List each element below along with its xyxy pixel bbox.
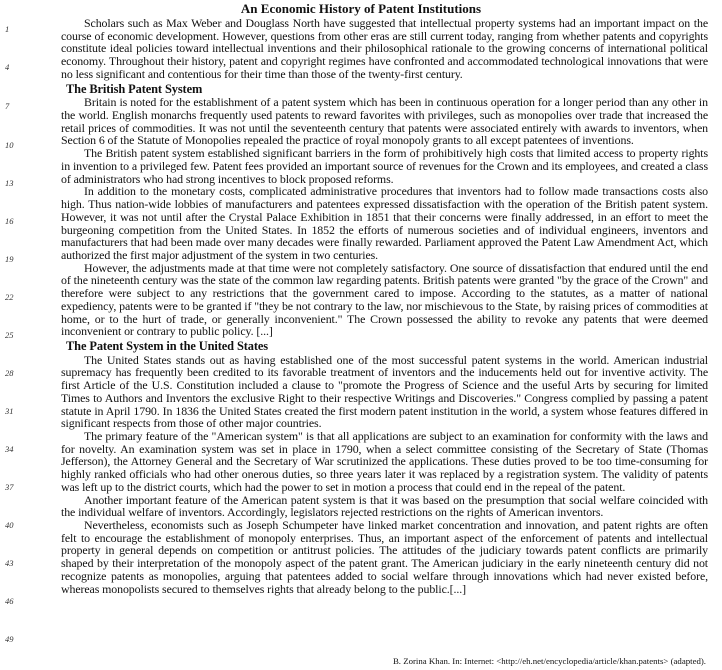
line-number: 16 — [5, 216, 14, 226]
line-number: 40 — [5, 520, 14, 530]
british-paragraph-2: The British patent system established significant barriers in the form of prohibitively high costs that limited access to property rights in invention to a privileged few. Patent fees provided an important source of revenues for the Crown and its employees, and created a class of administrators who had strong incentives to block proposed reforms. — [61, 146, 708, 186]
line-number: 19 — [5, 254, 14, 264]
us-paragraph-4: Nevertheless, economists such as Joseph Schumpeter have linked market concentration and innovation, and patent rights are often felt to encourage the establishment of monopoly enterprises. Thus, an important aspect of the enforcement of patents and intellectual property in general depends on competition or antitrust policies. The attitudes of the judiciary towards patent conflicts are primarily shaped by their interpretation of the monopoly aspect of the patent grant. The American judiciary in the early nineteenth century did not recognize patents as monopolies, arguing that patentees added to social welfare through innovations which had never existed before, whereas monopolists secured to themselves rights that already belong to the public.[...] — [61, 518, 708, 596]
line-number: 25 — [5, 330, 14, 340]
section-heading-us: The Patent System in the United States — [66, 338, 269, 353]
line-number: 22 — [5, 292, 14, 302]
article-body — [61, 17, 708, 595]
line-number: 10 — [5, 140, 14, 150]
line-number: 7 — [5, 101, 10, 111]
line-number: 37 — [5, 482, 14, 492]
section-heading-british: The British Patent System — [66, 81, 203, 96]
us-paragraph-2: The primary feature of the "American system" is that all applications are subject to an examination for conformity with the laws and for novelty. An examination system was set in place in 1790, when a select committee consisting of the Secretary of State (Thomas Jefferson), the Attorney General and the Secretary of War scrutinized the applications. These duties proved to be too time-consuming for highly ranked officials who had other onerous duties, so three years later it was replaced by a registration system. The validity of patents was left up to the district courts, which had the power to set in motion a process that could end in the repeal of the patent. — [61, 429, 708, 494]
line-number: 49 — [5, 634, 14, 644]
line-number: 4 — [5, 62, 10, 72]
british-paragraph-4: However, the adjustments made at that time were not completely satisfactory. One source of dissatisfaction that endured until the end of the nineteenth century was the state of the common law regarding patents. British patents were granted "by the grace of the Crown" and therefore were subject to any restrictions that the government cared to impose. According to the statutes, as a matter of national expediency, patents were to be granted if "they be not contrary to the law, nor mischievous to the State, by raising prices of commodities at home, or to the hurt of trade, or generally inconvenient." The Crown possessed the ability to revoke any patents that were deemed inconvenient or contrary to public policy. [...] — [61, 260, 708, 339]
line-number: 28 — [5, 368, 14, 378]
line-number: 46 — [5, 596, 14, 606]
source-citation: B. Zorina Khan. In: Internet: <http://eh.net/encyclopedia/article/khan.patents> (adapted). — [392, 656, 706, 666]
intro-paragraph-1: Scholars such as Max Weber and Douglass North have suggested that intellectual property systems had an important impact on the course of economic development. However, questions from other eras are still current today, ranging from whether patents and copyrights constitute ideal policies toward intellectual inventions and their philosophical rationale to the growing concerns of international political economy. Throughout their history, patent and copyright regimes have confronted and accommodated technological innovations that were no less significant and contentious for their time than those of the twenty-first century. — [61, 16, 708, 81]
line-number: 43 — [5, 558, 14, 568]
line-number: 1 — [5, 24, 10, 34]
us-paragraph-1: The United States stands out as having established one of the most successful patent systems in the world. American industrial supremacy has frequently been credited to its favorable treatment of inventors and the inducements held out for inventive activity. The first Article of the U.S. Constitution included a clause to "promote the Progress of Science and the useful Arts by securing for limited Times to Authors and Inventors the exclusive Right to their respective Writings and Discoveries." Congress complied by passing a patent statute in April 1790. In 1836 the United States created the first modern patent institution in the world, a system whose features differed in significant respects from those of other major countries. — [61, 352, 708, 431]
line-number: 31 — [5, 406, 14, 416]
line-number: 13 — [5, 178, 14, 188]
page-title: An Economic History of Patent Institutions — [240, 1, 482, 16]
british-paragraph-3: In addition to the monetary costs, complicated administrative procedures that inventors had to follow made transactions costs also high. Thus nation-wide lobbies of manufacturers and patentees expressed dissatisfaction with the operation of the British patent system. However, it was not until after the Crystal Palace Exhibition in 1851 that their concerns were finally addressed, in an effort to meet the burgeoning competition from the United States. In 1852 the efforts of numerous societies and of individual engineers, inventors and manufacturers that had been made over many decades were finally rewarded. Parliament approved the Patent Law Amendment Act, which authorized the first major adjustment of the system in two centuries. — [61, 184, 708, 262]
line-number: 34 — [5, 444, 14, 454]
british-paragraph-1: Britain is noted for the establishment of a patent system which has been in continuous operation for a longer period than any other in the world. English monarchs frequently used patents to reward favorites with privileges, such as monopolies over trade that increased the retail prices of commodities. It was not until the seventeenth century that patents were associated entirely with awards to inventors, when Section 6 of the Statute of Monopolies repealed the practice of royal monopoly grants to all except patentees of inventions. — [61, 95, 708, 148]
us-paragraph-3: Another important feature of the American patent system is that it was based on the presumption that social welfare coincided with the individual welfare of inventors. Accordingly, legislators rejected restrictions on the rights of American inventors. — [61, 492, 708, 520]
